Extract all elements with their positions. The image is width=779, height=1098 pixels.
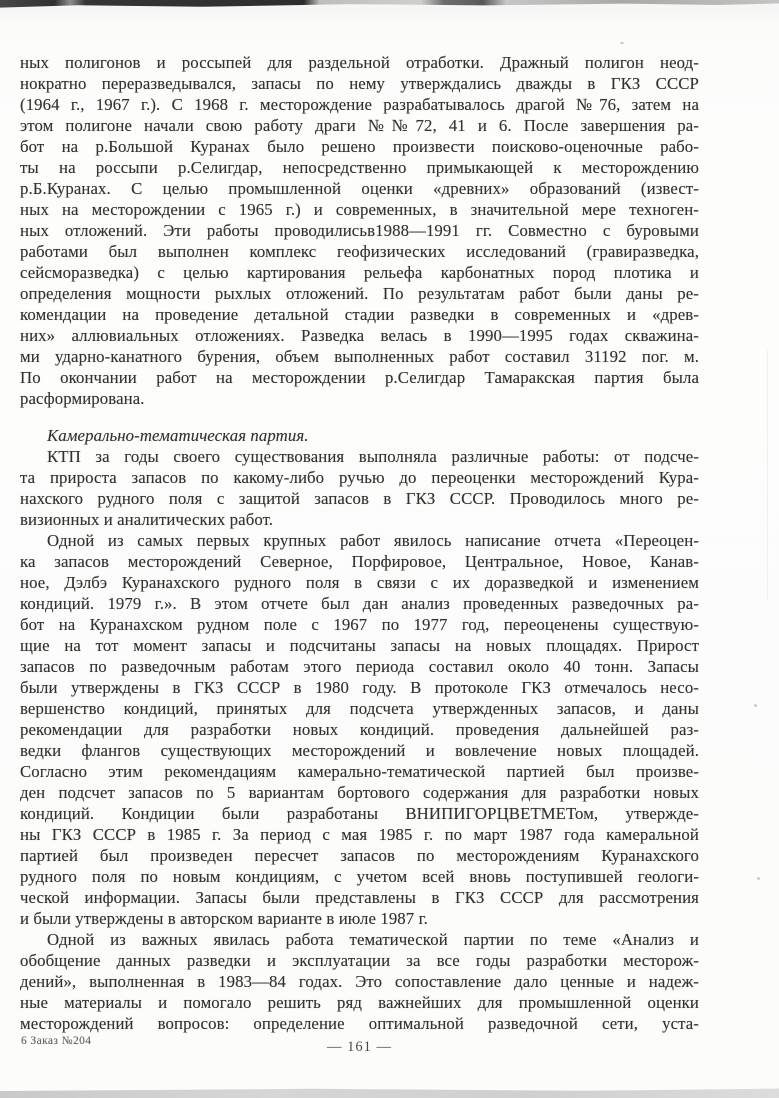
body-paragraph-3 <box>20 530 699 929</box>
body-paragraph-2 <box>20 446 699 530</box>
scan-speck <box>754 704 757 707</box>
body-paragraph-4 <box>20 929 699 1034</box>
text-line: ден подсчет запасов по 5 вариантам бортового содержания для разработки новых <box>20 783 699 802</box>
text-line: этом полигоне начали свою работу драги №№72, 41 и 6. После завершения ра- <box>20 116 699 135</box>
text-line: месторождений вопросов: определение оптимальной разведочной сети, уста- <box>20 1014 699 1033</box>
text-line: рудного поля по новым кондициям, с учетом всей вновь поступившей геологи- <box>20 867 699 886</box>
text-line: бот на р.Большой Куранах было решено произвести поисково-оценочные рабо- <box>20 137 699 156</box>
text-line: и были утверждены в авторском варианте в июле 1987 г. <box>20 909 428 928</box>
text-line: ты на россыпи р.Селигдар, непосредственно примыкающей к месторождению <box>20 158 699 177</box>
text-line: Согласно этим рекомендациям камерально-тематической партией был произве- <box>20 762 699 781</box>
text-line: определения мощности рыхлых отложений. По результатам работ были даны ре- <box>20 284 699 303</box>
text-line: ные материалы и помогало решить ряд важнейших для промышленной оценки <box>20 993 699 1012</box>
text-line: вершенство кондиций, принятых для подсчета утвержденных запасов, и даны <box>20 699 699 718</box>
text-line: По окончании работ на месторождении р.Селигдар Тамаракская партия была <box>20 368 699 387</box>
text-line: кондиций. Кондиции были разработаны ВНИПИГОРЦВЕТМЕТом, утвержде- <box>20 804 699 823</box>
scan-edge-line <box>767 350 768 600</box>
text-line: расформирована. <box>20 389 145 408</box>
scan-top-edge <box>0 0 779 9</box>
text-line: КТП за годы своего существования выполняла различные работы: от подсче- <box>47 447 699 466</box>
text-line: р.Б.Куранах. С целью промышленной оценки «древних» образований (извест- <box>20 179 699 198</box>
printer-order-mark: 6 Заказ №204 <box>21 1035 92 1047</box>
text-line: щие на тот момент запасы и подсчитаны запасы на новых площадях. Прирост <box>20 636 699 655</box>
text-line: рекомендации для разработки новых кондиций. проведения дальнейшей раз- <box>20 720 699 739</box>
text-line: работами был выполнен комплекс геофизических исследований (гравиразведка, <box>20 242 699 261</box>
text-line: ных отложений. Эти работы проводилисьв1988—1991 гг. Совместно с буровыми <box>20 221 699 240</box>
text-line: них» аллювиальных отложениях. Разведка велась в 1990—1995 годах скважина- <box>20 326 699 345</box>
text-line: Одной из самых первых крупных работ явилось написание отчета «Переоцен- <box>47 531 699 550</box>
scan-speck <box>757 877 760 880</box>
text-line: ное, Дэлбэ Куранахского рудного поля в связи с их доразведкой и изменением <box>20 573 699 592</box>
text-line: партией был произведен пересчет запасов по месторождениям Куранахского <box>20 846 699 865</box>
text-line: ческой информации. Запасы были представлены в ГКЗ СССР для рассмотрения <box>20 888 699 907</box>
text-line: кондиций. 1979 г.». В этом отчете был дан анализ проведенных разведочных ра- <box>20 594 699 613</box>
text-line: дений», выполненная в 1983—84 годах. Это сопоставление дало ценные и надеж- <box>20 972 699 991</box>
text-line: были утверждены в ГКЗ СССР в 1980 году. В протоколе ГКЗ отмечалось несо- <box>20 678 699 697</box>
text-line: визионных и аналитических работ. <box>20 510 274 529</box>
text-line: ных полигонов и россыпей для раздельной отработки. Дражный полигон неод- <box>20 53 699 72</box>
text-line: комендации на проведение детальной стадии разведки в современных и «древ- <box>20 305 699 324</box>
text-line: (1964 г., 1967 г.). С 1968 г. месторождение разрабатывалось драгой №76, затем на <box>20 95 699 114</box>
text-line: нократно переразведывался, запасы по нему утверждались дважды в ГКЗ СССР <box>20 74 699 93</box>
section-heading: Камерально-тематическая партия. <box>47 426 309 445</box>
text-line: запасов по разведочным работам этого периода составил около 40 тонн. Запасы <box>20 657 699 676</box>
text-line: ны ГКЗ СССР в 1985 г. За период с мая 1985 г. по март 1987 года камеральной <box>20 825 699 844</box>
text-line: сейсморазведка) с целью картирования рельефа карбонатных пород плотика и <box>20 263 699 282</box>
text-line: нахского рудного поля с защитой запасов в ГКЗ СССР. Проводилось много ре- <box>20 489 699 508</box>
scan-speck <box>620 42 624 44</box>
text-line: Одной из важных явилась работа тематической партии по теме «Анализ и <box>47 930 699 949</box>
text-line: ми ударно-канатного бурения, объем выполненных работ составил 31192 пог. м. <box>20 347 699 366</box>
text-line: ных на месторождении с 1965 г.) и современных, в значительной мере техноген- <box>20 200 699 219</box>
body-paragraph-1 <box>20 52 699 409</box>
text-line: обобщение данных разведки и эксплуатации за все годы разработки месторож- <box>20 951 699 970</box>
scan-bottom-edge <box>0 1088 779 1098</box>
page-number: — 161 — <box>327 1039 392 1055</box>
text-line: ка запасов месторождений Северное, Порфировое, Центральное, Новое, Канав- <box>20 552 699 571</box>
text-line: та прироста запасов по какому-либо ручью до переоценки месторождений Кура- <box>20 468 699 487</box>
text-line: ведки флангов существующих месторождений и вовлечение новых площадей. <box>20 741 699 760</box>
text-line: бот на Куранахском рудном поле с 1967 по 1977 год, переоценены существую- <box>20 615 699 634</box>
text-block <box>20 52 699 1034</box>
